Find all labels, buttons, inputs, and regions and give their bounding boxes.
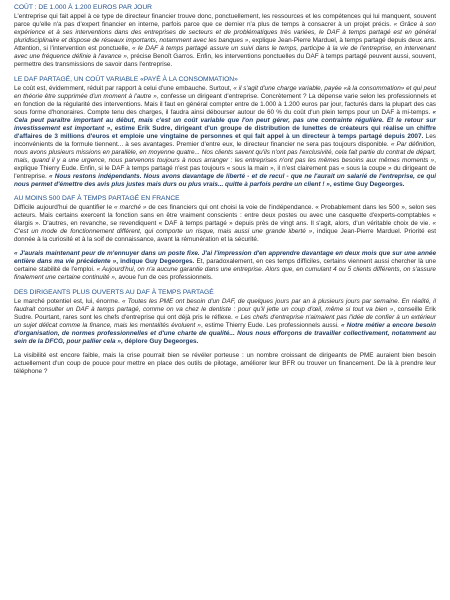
section-leaders xyxy=(14,289,436,376)
attribution-text: , estime Erik Sudre, dirigeant d'un groupe de distribution de lunettes de créateurs qui réalise un chiffre d'affaires de 3 millions d'euros et emploie une vingtaine de personnes et qui fait appel à un directeur à temps partagé depuis 2007. xyxy=(14,124,436,140)
paragraph xyxy=(14,298,436,346)
quote-text: « Par définition, nous avons plusieurs missions en parallèle, en moyenne quatre... Nos clients savent qu'ils n'ont pas l'exclusivité, cela fait partie du contrat de départ, mais, quand il y a une urgence, nous parvenons toujours à nous arranger : les entreprises n'ont pas les mêmes besoins aux mêmes moments » xyxy=(14,140,436,164)
quote-text: « le DAF à temps partagé assure un suivi dans le temps, participe à la vie de l'entreprise, en intervenant avec une fréquence définie à l'avance » xyxy=(14,45,436,60)
body-text: de ces financiers qui ont choisi la voie de l'indépendance. « Probablement dans les 500 », selon ses acteurs. Mais certains exercent la fonction sans en être vraiment conscients : entre deux postes ou avec une casquette d'experts-comptables « élargis ». D'autres, en revanche, se revendiquent « DAF à temps partagé » depuis près de vingt ans. Il s'agit, alors, d'un véritable choix de vie. xyxy=(14,204,436,227)
highlight-quote: « Cela peut paraître important au début, mais c'est un coût variable que l'on peut gérer, pas une contrainte régulière. Et le retour sur investissement est important » xyxy=(14,108,436,132)
section-cost xyxy=(14,4,436,69)
body-text: Difficile aujourd'hui de quantifier le xyxy=(14,204,115,211)
section-market xyxy=(14,195,436,282)
paragraph xyxy=(14,250,436,282)
highlight-quote: « Notre métier a encore besoin d'organisation, de normes professionnelles et d'une charte de qualité... Nous nous efforçons de travailler collectivement, notamment au sein de la DFCG, pour pallier cela » xyxy=(14,321,436,345)
body-text: Les inconvénients de la formule tiennent... à ses avantages. Premier d'entre eux, le directeur financier ne sera pas toujours disponible. xyxy=(14,132,436,148)
body-text: , conseille Erik Sudre. Pourtant, rares sont les chefs d'entreprise qui ont déjà pris le réflexe. xyxy=(14,305,436,321)
quote-text: « il s'agit d'une charge variable, payée «à la consommation» et qui peut en théorie être supprimée d'un moment à l'autre » xyxy=(14,84,436,100)
quote-text: « C'est un mode de fonctionnement différent, qui comporte un risque, mais aussi une grande liberté » xyxy=(14,220,436,235)
body-text: L'entreprise qui fait appel à ce type de directeur financier trouve donc, ponctuellement, les ressources et les compétences qui lui manquent, souvent parce qu'elle n'a pas d'expert financier en interne, parfois parce que ce dernier n'a plus de temps à consacrer à un projet précis. xyxy=(14,13,436,28)
body-text: , précise Benoît Garros. Enfin, les interventions ponctuelles du DAF à temps partagé peuvent aussi, souvent, permettre des transmissions de savoir dans l'entreprise. xyxy=(14,53,437,68)
section-variable-cost xyxy=(14,76,436,189)
section-heading: AU MOINS 500 DAF À TEMPS PARTAGÉ EN FRANCE xyxy=(14,195,180,202)
attribution-text: , indique Guy Degeorges. xyxy=(116,258,195,265)
attribution-text: , estime Guy Degeorges. xyxy=(329,180,405,188)
attribution-text: , déplore Guy Degeorges. xyxy=(120,337,199,345)
quote-text: « Toutes les PME ont besoin d'un DAF, de quelques jours par an à plusieurs jours par semaine. En réalité, il faudrait consulter un DAF à temps partagé, comme on va chez le dentiste : pour qu'il jette un coup d'œil, même si tout va bien » xyxy=(14,297,436,313)
body-text: , explique Jean-Pierre Marduel, à temps partagé depuis deux ans. Attention, si l'intervention est ponctuelle, xyxy=(14,37,437,52)
body-text: , explique Thierry Eude. Enfin, si le DAF à temps partagé n'est pas toujours « sous la main », il n'est clairement pas « sous la coupe » du dirigeant de l'entreprise. xyxy=(14,156,436,180)
section-heading: DES DIRIGEANTS PLUS OUVERTS AU DAF À TEMPS PARTAGÉ xyxy=(14,288,214,296)
body-text: , estime Thierry Eude. Les professionnels aussi. xyxy=(200,321,341,329)
body-text: La visibilité est encore faible, mais la crise pourrait bien se révéler porteuse : un nombre croissant de dirigeants de PME auraient bien besoin actuellement d'un coup de pouce pour mettre en place des outils de pilotage, améliorer leur BFR ou trouver un financement. De là à prendre leur téléphone ? xyxy=(14,351,436,375)
section-heading: LE DAF PARTAGÉ, UN COÛT VARIABLE «PAYÉ À LA CONSOMMATION» xyxy=(14,75,238,83)
paragraph xyxy=(14,352,436,376)
highlight-quote: « Nous restons indépendants. Nous avons davantage de liberté - et de recul - que ne l'aurait un salarié de l'entreprise, ce qui nous permet d'émettre des avis plus justes mais durs ou plus vrais... quitte à parfois perdre un client ! » xyxy=(14,172,436,188)
section-heading: COÛT : DE 1.000 À 1.200 EUROS PAR JOUR xyxy=(14,4,153,11)
body-text: Et, paradoxalement, en ces temps difficiles, certains viennent aussi chercher là une certaine stabilité de l'emploi. xyxy=(14,258,436,273)
body-text: , avoue l'un de ces professionnels. xyxy=(114,274,213,281)
paragraph xyxy=(14,85,436,189)
quote-text: « marché » xyxy=(114,204,147,211)
body-text: , confesse un dirigeant d'entreprise. Concrètement ? La dépense varie selon les professionnels et en fonction de la régularité des interventions. Mais il faut en général compter entre de 1.000 à 1.200 euros par jour, facturés dans la plupart des cas sous forme d'honoraires. Compte tenu des charges, il faudra ainsi débourser autour de 60 % du coût d'un plein temps pour un DAF à mi-temps. xyxy=(14,92,436,116)
body-text: , indique Jean-Pierre Marduel. Priorité est donnée à la curiosité et à la soif de connaissance, avant la rémunération et la sécurité. xyxy=(14,228,436,243)
quote-text: « Aujourd'hui, on n'a aucune garantie dans une entreprise. Alors que, en cumulant 4 ou 5 clients différents, on s'assure finalement une certaine continuité » xyxy=(14,266,436,281)
quote-text: « Grâce à son expérience et à ses interventions dans des entreprises de secteurs et de problématiques très variées, le DAF à temps partagé est en général pluridisciplinaire et dispose de réseaux importants, notamment avec les banques » xyxy=(14,21,436,44)
highlight-quote: « J'aurais maintenant peur de m'ennuyer dans un poste fixe. J'ai l'impression d'en apprendre davantage en deux mois que sur une année entière dans ma vie précédente » xyxy=(14,250,436,265)
paragraph xyxy=(14,13,436,69)
body-text: Le marché potentiel est, lui, énorme. xyxy=(14,297,122,305)
paragraph xyxy=(14,204,436,244)
quote-text: « Les chefs d'entreprise n'aimaient pas l'idée de confier à un extérieur un sujet délicat comme la finance, mais les mentalités évoluent » xyxy=(14,313,436,329)
body-text: Le coût est, évidemment, réduit par rapport à celui d'une embauche. Surtout, xyxy=(14,84,234,92)
